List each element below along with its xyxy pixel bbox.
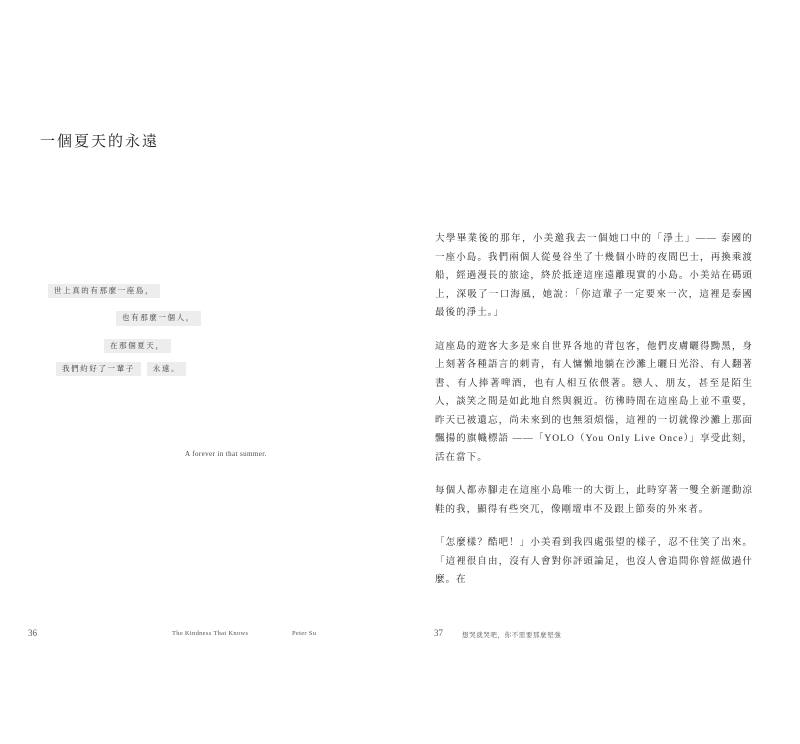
- paragraph: 大學畢業後的那年，小美邀我去一個她口中的「淨土」—— 泰國的一座小島。我們兩個人從曼谷坐了十幾個小時的夜間巴士，再換乘渡船，經過漫長的旅途，終於抵達這座遠離現實的小島。小美站在碼頭上，深吸了一口海風，她說：「你這輩子一定要來一次，這裡是泰國最後的淨土。」: [435, 234, 753, 319]
- running-head-right: 想哭就哭吧，你不需要那麼堅強: [462, 632, 562, 639]
- poem-line-row: [30, 307, 350, 334]
- page-number-right: 37: [434, 628, 443, 638]
- left-page: [20, 30, 390, 670]
- poem-line-row: [30, 280, 350, 307]
- paragraph: 每個人都赤腳走在這座小島唯一的大街上，此時穿著一雙全新運動涼鞋的我，顯得有些突兀，像剛壇車不及跟上節奏的外來者。: [435, 486, 753, 515]
- running-head-title: The Kindness That Knows: [172, 630, 249, 637]
- paragraph: 這座島的遊客大多是來自世界各地的背包客，他們皮膚曬得黝黑，身上刻著各種語言的刺青，有人慵懶地躺在沙灘上曬日光浴、有人翻著書、有人捧著啤酒，也有人相互依偎著。戀人、朋友，甚至是陌生人，談笑之間是如此地自然與親近。彷彿時間在這座島上並不重要，昨天已被遺忘，尚未來到的也無須煩惱，這裡的一切就像沙灘上那面飄揚的旗幟標語 ——「YOLO（You Only Live Once）」享受此刻， 活在當下。: [435, 341, 753, 463]
- poem-line-row: [30, 335, 350, 362]
- chapter-title: 一個夏天的永遠: [40, 134, 160, 150]
- poem-line: 世上真的有那麼一座島，: [48, 284, 160, 298]
- poem-line: 永遠。: [147, 362, 186, 376]
- body-text-column: [435, 230, 753, 605]
- english-caption: A forever in that summer.: [185, 450, 267, 458]
- paragraph: 「怎麼樣？酷吧！」小美看到我四處張望的樣子，忍不住笑了出來。「這裡很自由，沒有人會對你評頭論足，也沒人會追問你曾經做過什麼。在: [435, 538, 753, 586]
- left-page-footer: [20, 628, 390, 646]
- poem-line: 在那個夏天，: [104, 339, 171, 353]
- poem-line: 我們約好了一輩子: [56, 362, 141, 376]
- poem-line: 也有那麼一個人，: [116, 311, 201, 325]
- page-number-left: 36: [28, 628, 37, 638]
- right-page-footer: [410, 628, 780, 646]
- running-head-author: Peter Su: [292, 630, 317, 637]
- right-page: [410, 30, 780, 670]
- poem-block: [30, 280, 350, 385]
- poem-line-row: [30, 362, 350, 385]
